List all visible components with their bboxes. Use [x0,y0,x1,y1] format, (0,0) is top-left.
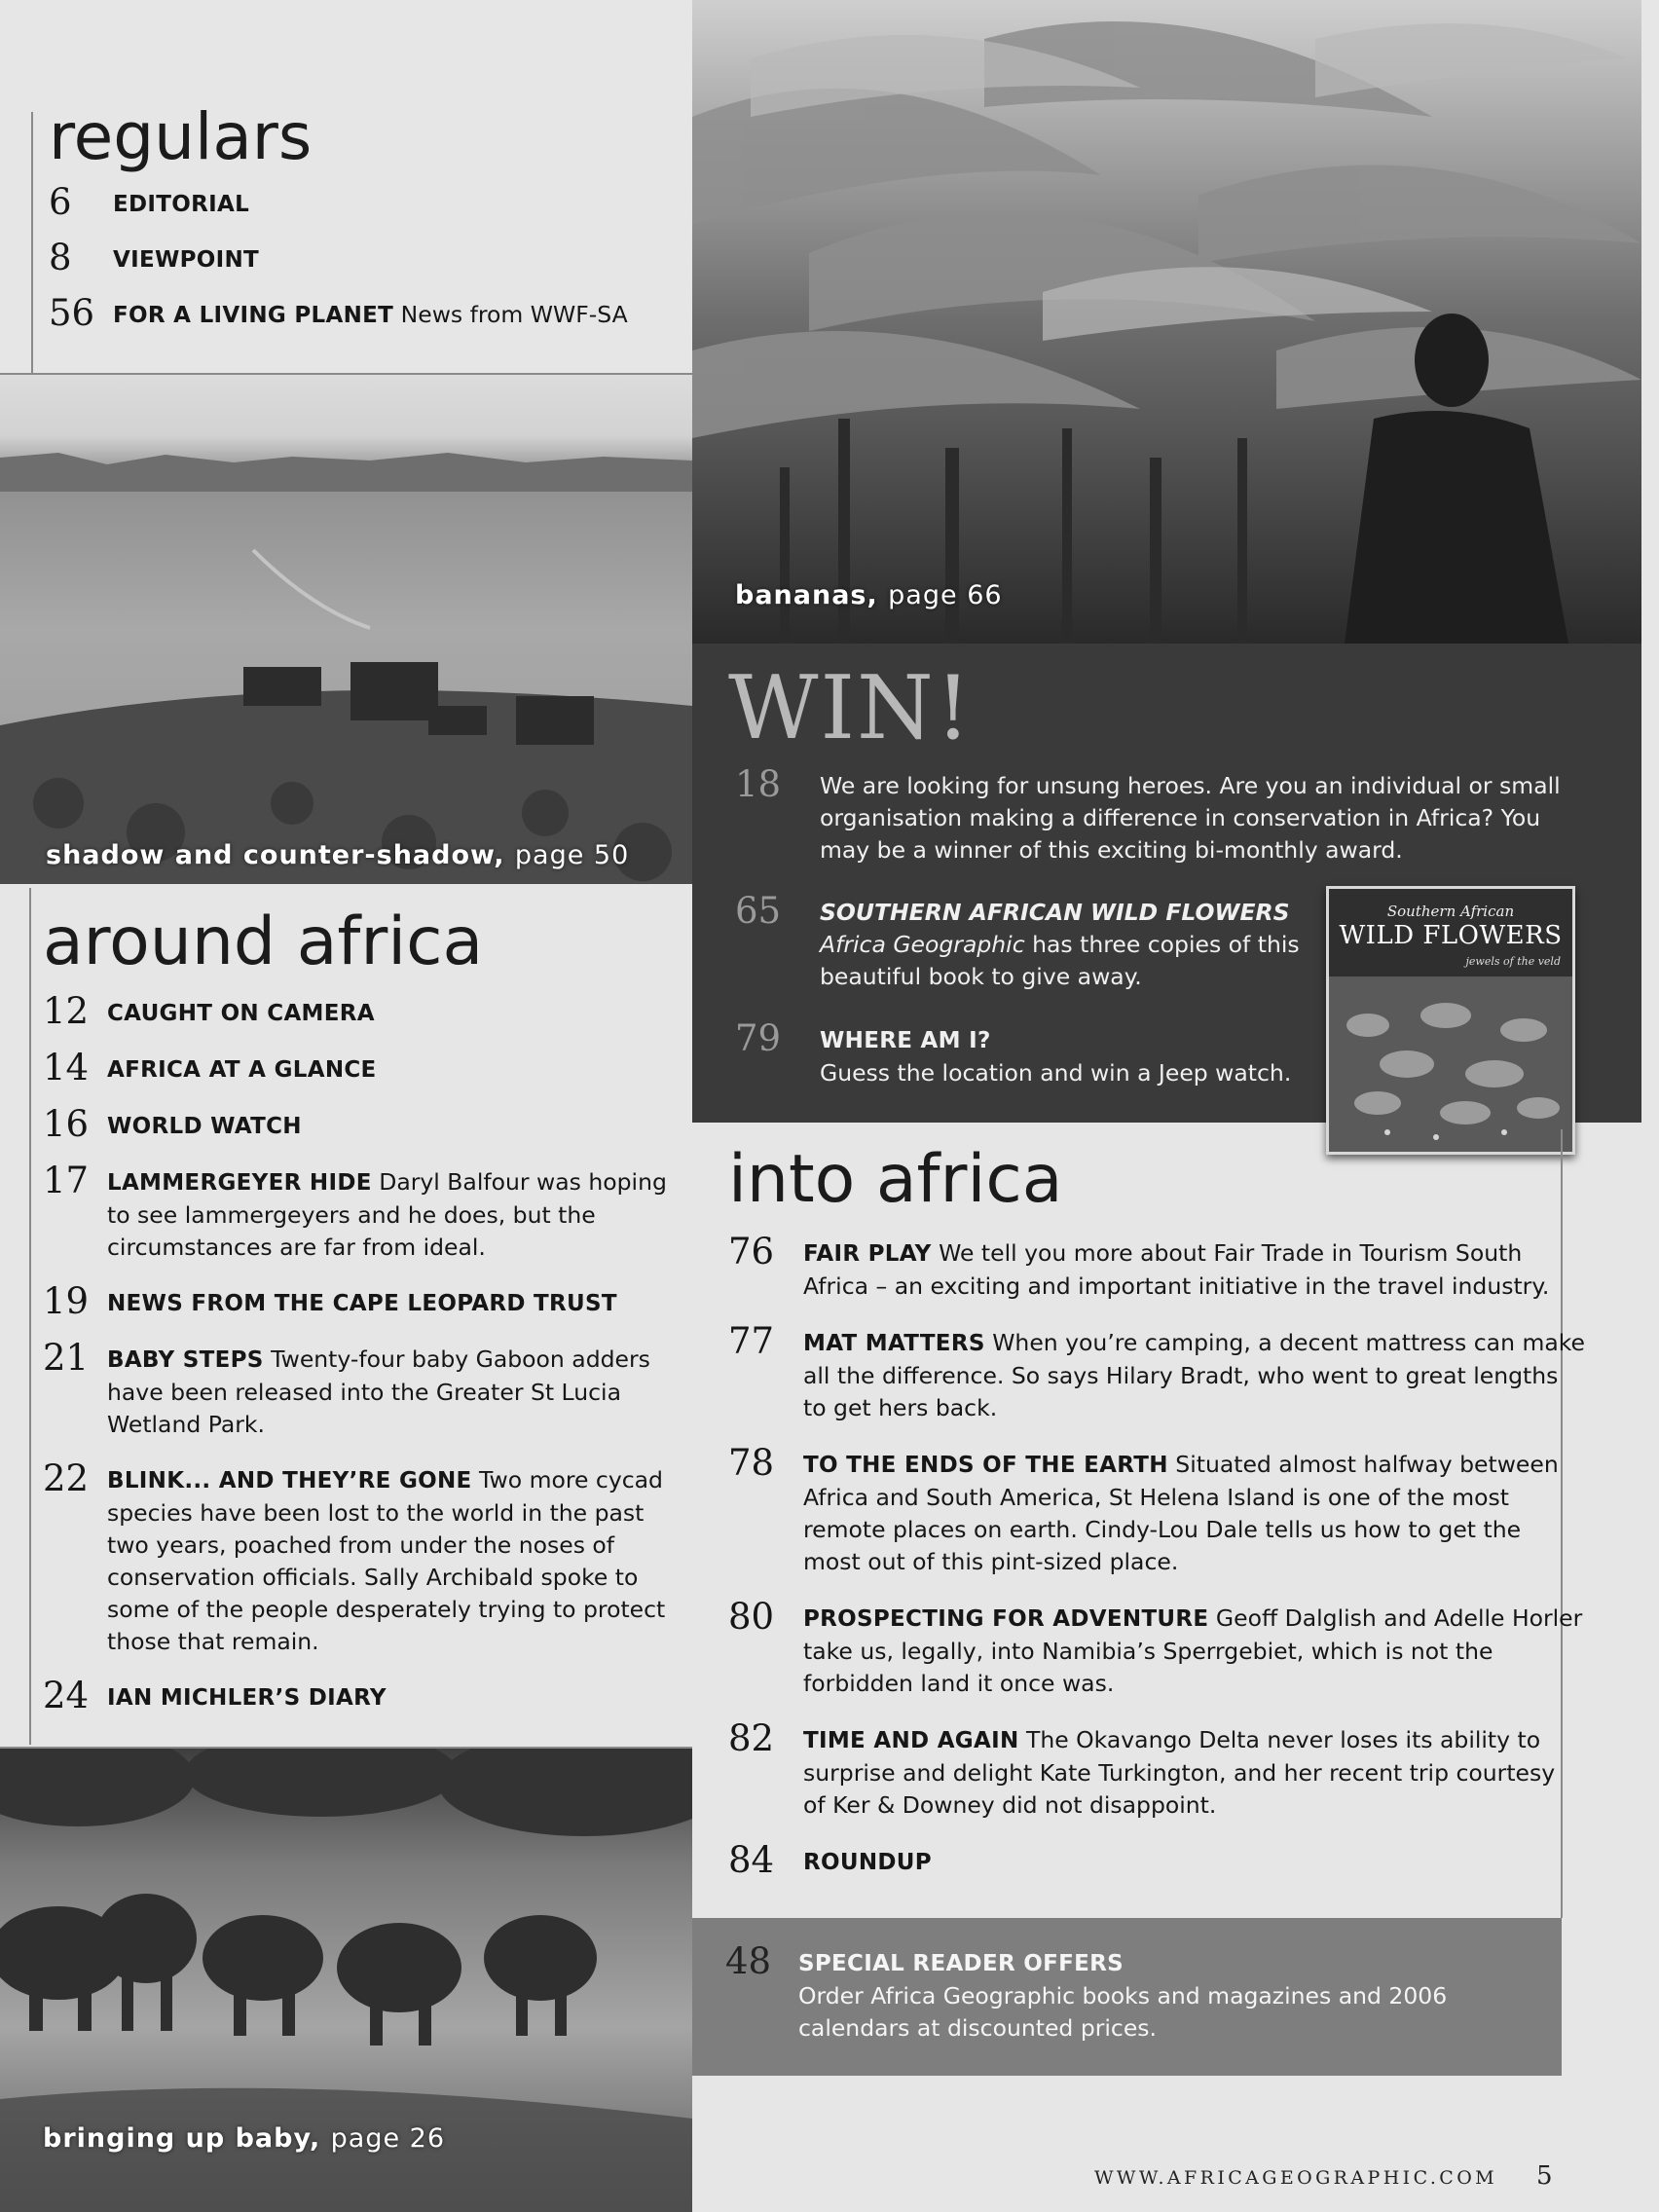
book-cover [1326,886,1575,1155]
entry-line: some of the people desperately trying to protect [107,1596,666,1623]
footer-page-number: 5 [1536,2161,1553,2191]
entry-heading: VIEWPOINT [113,247,260,273]
shadow-caption-page: page 50 [514,840,630,870]
page-number: 12 [43,990,90,1032]
entry-line: take us, legally, into Namibia’s Sperrgebiet, which is not the [803,1638,1493,1665]
entry-line: to see lammergeyers and he does, but the [107,1201,596,1229]
book-subtitle: jewels of the veld [1465,955,1561,968]
entry-line: We are looking for unsung heroes. Are you an individual or small [820,772,1561,799]
page-number: 16 [43,1103,90,1145]
bananas-photo [692,0,1641,644]
around-left-rule [29,888,31,1745]
entry-line: Guess the location and win a Jeep watch. [820,1059,1292,1087]
entry-line: Africa and South America, St Helena Island is one of the most [803,1484,1510,1511]
entry-line: Wetland Park. [107,1411,265,1438]
page-number: 65 [735,890,782,932]
entry-line: calendars at discounted prices. [798,2014,1158,2042]
shadow-caption [46,840,629,870]
baby-caption-page: page 26 [330,2123,446,2154]
entry-line: Situated almost halfway between [1175,1451,1559,1478]
page-number: 48 [725,1940,772,1982]
page-number: 17 [43,1160,90,1201]
bananas-caption-title: bananas, [735,580,878,610]
entry-line: conservation officials. Sally Archibald spoke to [107,1564,639,1591]
entry-line: The Okavango Delta never loses its ability to [1025,1726,1541,1753]
into-africa-title: into africa [728,1141,1063,1218]
entry-line: has three copies of this [1032,931,1300,958]
win-title: WIN! [728,657,973,759]
entry-line: species have been lost to the world in the past [107,1499,645,1527]
regulars-left-rule [31,112,33,375]
entry-line: beautiful book to give away. [820,963,1142,990]
page-number: 22 [43,1457,90,1499]
baby-caption [43,2123,445,2154]
entry-line: Order Africa Geographic books and magazines and 2006 [798,1982,1448,2009]
page-number: 84 [728,1839,775,1881]
page-number: 76 [728,1231,775,1272]
page-number: 8 [49,237,72,278]
entry-line: may be a winner of this exciting bi-monthly award. [820,836,1403,864]
entry-line: forbidden land it once was. [803,1670,1115,1697]
elephants-photo [0,1749,692,2212]
entry-line: Daryl Balfour was hoping [379,1168,667,1196]
entry-line: two years, poached from under the noses of [107,1531,615,1559]
regulars-bottom-rule [0,373,692,375]
into-right-rule [1561,1129,1563,1918]
entry-line: organisation making a difference in conservation in Africa? You [820,804,1541,831]
entry-line: When you’re camping, a decent mattress can make [992,1329,1585,1356]
desert-photo [0,375,692,884]
entry-heading: ROUNDUP [803,1850,932,1875]
entry-heading: MAT MATTERS [803,1331,985,1356]
page-number: 82 [728,1717,775,1759]
entry-line: those that remain. [107,1628,319,1655]
entry-line: Africa – an exciting and important initiative in the travel industry. [803,1272,1550,1300]
entry-heading: SOUTHERN AFRICAN WILD FLOWERS [820,899,1290,926]
regulars-title: regulars [49,99,313,174]
entry-line: surprise and delight Kate Turkington, and her recent trip courtesy [803,1759,1556,1787]
entry-heading: TO THE ENDS OF THE EARTH [803,1453,1168,1478]
page-number: 56 [49,292,95,334]
entry-heading: WHERE AM I? [820,1028,991,1053]
page-number: 80 [728,1596,775,1638]
entry-heading: PROSPECTING FOR ADVENTURE [803,1606,1209,1632]
entry-heading: LAMMERGEYER HIDE [107,1170,372,1196]
around-bottom-rule [0,1747,692,1749]
entry-emphasis: Africa Geographic [820,931,1025,958]
entry-line: have been released into the Greater St Lucia [107,1379,621,1406]
entry-heading: AFRICA AT A GLANCE [107,1057,377,1083]
page-number: 79 [735,1017,782,1059]
shadow-caption-title: shadow and counter-shadow, [46,840,505,870]
entry-text: News from WWF-SA [400,301,628,328]
book-title-line1: Southern African [1386,903,1515,920]
entry-line: of Ker & Downey did not disappoint. [803,1791,1217,1819]
page-number: 18 [735,763,782,805]
entry-line: remote places on earth. Cindy-Lou Dale tells us how to get the [803,1516,1522,1543]
entry-line: Two more cycad [479,1466,663,1493]
bananas-caption-page: page 66 [888,580,1003,610]
bananas-caption [735,580,1003,610]
entry-heading: NEWS FROM THE CAPE LEOPARD TRUST [107,1291,617,1316]
page-number: 19 [43,1280,90,1322]
entry-line: all the difference. So says Hilary Bradt, who went to great lengths [803,1362,1559,1389]
entry-line: Geoff Dalglish and Adelle Horler [1215,1604,1583,1632]
entry-heading: BLINK... AND THEY’RE GONE [107,1468,472,1493]
special-offers-bar[interactable] [692,1918,1562,2076]
entry-heading: CAUGHT ON CAMERA [107,1001,375,1026]
book-title-line2: WILD FLOWERS [1339,921,1563,950]
page-number: 21 [43,1337,90,1379]
entry-heading: BABY STEPS [107,1347,264,1373]
entry-line: We tell you more about Fair Trade in Tourism South [939,1239,1523,1267]
entry-heading: IAN MICHLER’S DIARY [107,1685,387,1711]
entry-heading: TIME AND AGAIN [803,1728,1019,1753]
entry-line: Twenty-four baby Gaboon adders [271,1346,650,1373]
entry-heading: FOR A LIVING PLANET [113,303,394,328]
entry-line: to get hers back. [803,1394,998,1421]
page-number: 6 [49,181,72,223]
page-number: 24 [43,1675,90,1716]
footer-url[interactable]: WWW.AFRICAGEOGRAPHIC.COM [1094,2167,1498,2189]
page-number: 78 [728,1442,775,1484]
entry-heading: SPECIAL READER OFFERS [798,1951,1124,1976]
around-africa-title: around africa [43,903,484,980]
entry-line: circumstances are far from ideal. [107,1234,486,1261]
entry-line: most out of this pint-sized place. [803,1548,1179,1575]
entry-heading: FAIR PLAY [803,1241,932,1267]
page-number: 77 [728,1320,775,1362]
page-number: 14 [43,1047,90,1088]
entry-heading: EDITORIAL [113,192,250,217]
baby-caption-title: bringing up baby, [43,2123,321,2154]
entry-heading: WORLD WATCH [107,1114,302,1139]
